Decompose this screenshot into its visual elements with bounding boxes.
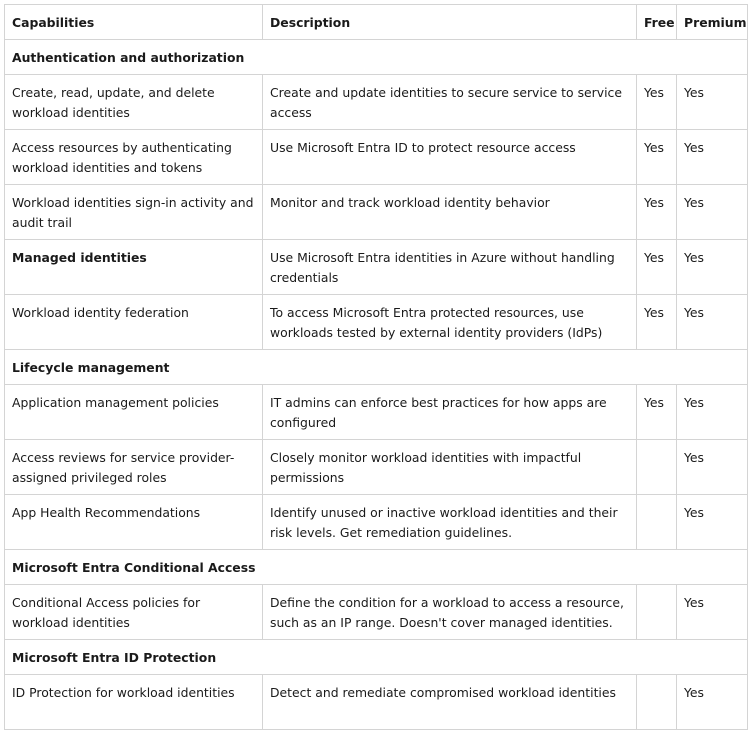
free-cell: Yes <box>637 130 677 185</box>
description-cell: Create and update identities to secure service to service access <box>263 75 637 130</box>
capability-cell: Application management policies <box>5 385 263 440</box>
table-row <box>5 130 748 185</box>
capability-cell: ID Protection for workload identities <box>5 675 263 730</box>
premium-cell: Yes <box>677 240 748 295</box>
capabilities-table <box>4 4 748 730</box>
capability-cell: Workload identities sign-in activity and audit trail <box>5 185 263 240</box>
table-row <box>5 585 748 640</box>
free-cell <box>637 440 677 495</box>
free-cell: Yes <box>637 240 677 295</box>
header-description: Description <box>263 5 637 40</box>
header-premium: Premium <box>677 5 748 40</box>
capability-cell: Workload identity federation <box>5 295 263 350</box>
section-title: Microsoft Entra Conditional Access <box>5 550 748 585</box>
section-row <box>5 640 748 675</box>
table-body <box>5 40 748 730</box>
section-title: Lifecycle management <box>5 350 748 385</box>
description-cell: Monitor and track workload identity behavior <box>263 185 637 240</box>
capability-cell: Conditional Access policies for workload identities <box>5 585 263 640</box>
free-cell: Yes <box>637 295 677 350</box>
section-row <box>5 550 748 585</box>
description-cell: To access Microsoft Entra protected resources, use workloads tested by external identity providers (IdPs) <box>263 295 637 350</box>
free-cell <box>637 585 677 640</box>
table-row <box>5 675 748 730</box>
table-row <box>5 75 748 130</box>
table-row <box>5 385 748 440</box>
description-cell: Closely monitor workload identities with impactful permissions <box>263 440 637 495</box>
premium-cell: Yes <box>677 440 748 495</box>
description-cell: Identify unused or inactive workload identities and their risk levels. Get remediation guidelines. <box>263 495 637 550</box>
capability-cell: Access resources by authenticating workload identities and tokens <box>5 130 263 185</box>
description-cell: Use Microsoft Entra ID to protect resource access <box>263 130 637 185</box>
description-cell: IT admins can enforce best practices for how apps are configured <box>263 385 637 440</box>
table-row <box>5 495 748 550</box>
free-cell: Yes <box>637 185 677 240</box>
capability-cell: Access reviews for service provider-assigned privileged roles <box>5 440 263 495</box>
free-cell: Yes <box>637 75 677 130</box>
capability-cell: App Health Recommendations <box>5 495 263 550</box>
section-title: Authentication and authorization <box>5 40 748 75</box>
premium-cell: Yes <box>677 385 748 440</box>
description-cell: Detect and remediate compromised workload identities <box>263 675 637 730</box>
free-cell <box>637 495 677 550</box>
table-header-row <box>5 5 748 40</box>
header-free: Free <box>637 5 677 40</box>
description-cell: Define the condition for a workload to access a resource, such as an IP range. Doesn't cover managed identities. <box>263 585 637 640</box>
section-row <box>5 40 748 75</box>
section-title: Microsoft Entra ID Protection <box>5 640 748 675</box>
capability-cell: Managed identities <box>5 240 263 295</box>
capability-cell: Create, read, update, and delete workload identities <box>5 75 263 130</box>
premium-cell: Yes <box>677 295 748 350</box>
table-row <box>5 240 748 295</box>
header-capabilities: Capabilities <box>5 5 263 40</box>
premium-cell: Yes <box>677 675 748 730</box>
table-row <box>5 440 748 495</box>
free-cell <box>637 675 677 730</box>
table-row <box>5 185 748 240</box>
premium-cell: Yes <box>677 130 748 185</box>
table-row <box>5 295 748 350</box>
premium-cell: Yes <box>677 75 748 130</box>
premium-cell: Yes <box>677 585 748 640</box>
free-cell: Yes <box>637 385 677 440</box>
section-row <box>5 350 748 385</box>
premium-cell: Yes <box>677 185 748 240</box>
description-cell: Use Microsoft Entra identities in Azure without handling credentials <box>263 240 637 295</box>
premium-cell: Yes <box>677 495 748 550</box>
